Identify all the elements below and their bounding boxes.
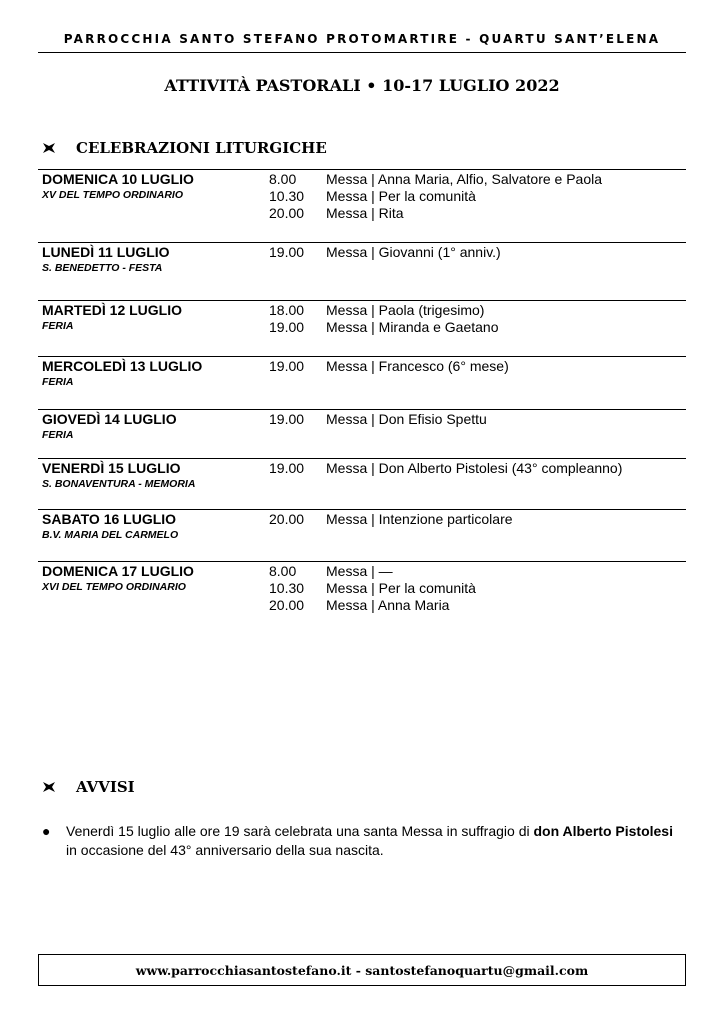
liturgical-day: XV DEL TEMPO ORDINARIO — [42, 189, 183, 201]
mass-entry — [269, 411, 487, 428]
mass-time: 19.00 — [269, 358, 305, 374]
mass-list — [269, 171, 602, 222]
mass-entry — [269, 188, 602, 205]
mass-entry — [269, 460, 622, 477]
mass-time: 19.00 — [269, 411, 305, 427]
row-divider — [38, 356, 686, 357]
mass-intention: Messa | Paola (trigesimo) — [326, 302, 485, 318]
ornament-bullet-icon — [42, 780, 56, 794]
mass-list — [269, 358, 509, 375]
list-bullet-icon: ● — [42, 823, 51, 839]
mass-entry — [269, 580, 476, 597]
mass-intention: Messa | Per la comunità — [326, 580, 476, 596]
row-divider — [38, 458, 686, 459]
mass-intention: Messa | Giovanni (1° anniv.) — [326, 244, 501, 260]
header-divider — [38, 52, 686, 53]
avvisi-item-text — [66, 822, 686, 860]
liturgical-day: B.V. MARIA DEL CARMELO — [42, 529, 179, 541]
celebrations-section-title: CELEBRAZIONI LITURGICHE — [76, 139, 327, 157]
mass-entry — [269, 319, 499, 336]
row-divider — [38, 300, 686, 301]
mass-list — [269, 244, 501, 261]
mass-entry — [269, 205, 602, 222]
mass-list — [269, 511, 513, 528]
day-name: MARTEDÌ 12 LUGLIO — [42, 302, 183, 318]
row-divider — [38, 242, 686, 243]
day-name: LUNEDÌ 11 LUGLIO — [42, 244, 170, 260]
mass-entry — [269, 563, 476, 580]
avvisi-section-header — [42, 776, 135, 798]
mass-time: 20.00 — [269, 205, 305, 221]
avvisi-list-item — [42, 822, 686, 860]
day-row — [42, 460, 682, 491]
liturgical-day: S. BENEDETTO - FESTA — [42, 262, 163, 274]
liturgical-day: XVI DEL TEMPO ORDINARIO — [42, 581, 186, 593]
mass-intention: Messa | Don Alberto Pistolesi (43° compleanno) — [326, 460, 623, 476]
day-name: VENERDÌ 15 LUGLIO — [42, 460, 181, 476]
liturgical-day: FERIA — [42, 376, 74, 388]
mass-time: 8.00 — [269, 563, 297, 579]
avvisi-text-before: Venerdì 15 luglio alle ore 19 sarà celebrata una santa Messa in suffragio di — [66, 823, 534, 839]
avvisi-text-bold: don Alberto Pistolesi — [533, 823, 673, 839]
row-divider — [38, 169, 686, 170]
mass-time: 18.00 — [269, 302, 305, 318]
mass-time: 10.30 — [269, 188, 305, 204]
mass-time: 19.00 — [269, 319, 305, 335]
day-row — [42, 244, 682, 275]
liturgical-day: S. BONAVENTURA - MEMORIA — [42, 478, 196, 490]
day-name: GIOVEDÌ 14 LUGLIO — [42, 411, 177, 427]
footer-contacts-box — [38, 954, 686, 986]
row-divider — [38, 409, 686, 410]
mass-entry — [269, 511, 513, 528]
avvisi-text-after: in occasione del 43° anniversario della sua nascita. — [66, 842, 384, 858]
day-name: MERCOLEDÌ 13 LUGLIO — [42, 358, 203, 374]
celebrations-section-header — [42, 137, 327, 159]
ornament-bullet-icon — [42, 141, 56, 155]
mass-intention: Messa | — — [326, 563, 393, 579]
page-title: ATTIVITÀ PASTORALI • 10-17 LUGLIO 2022 — [164, 76, 560, 95]
mass-entry — [269, 597, 476, 614]
day-name: SABATO 16 LUGLIO — [42, 511, 177, 527]
mass-intention: Messa | Francesco (6° mese) — [326, 358, 509, 374]
mass-time: 19.00 — [269, 244, 305, 260]
day-row — [42, 358, 682, 389]
mass-time: 20.00 — [269, 597, 305, 613]
row-divider — [38, 561, 686, 562]
mass-time: 19.00 — [269, 460, 305, 476]
avvisi-section-title: AVVISI — [76, 778, 135, 796]
mass-list — [269, 411, 487, 428]
parish-header: PARROCCHIA SANTO STEFANO PROTOMARTIRE - QUARTU SANT’ELENA — [63, 32, 661, 46]
footer-contacts: www.parrocchiasantostefano.it - santostefanoquartu@gmail.com — [135, 962, 589, 978]
row-divider — [38, 509, 686, 510]
liturgical-day: FERIA — [42, 429, 74, 441]
liturgical-day: FERIA — [42, 320, 74, 332]
day-name: DOMENICA 17 LUGLIO — [42, 563, 194, 579]
day-row — [42, 411, 682, 442]
mass-time: 8.00 — [269, 171, 297, 187]
mass-time: 10.30 — [269, 580, 305, 596]
mass-intention: Messa | Anna Maria — [326, 597, 450, 613]
day-name: DOMENICA 10 LUGLIO — [42, 171, 194, 187]
mass-intention: Messa | Per la comunità — [326, 188, 476, 204]
day-row — [42, 171, 682, 221]
mass-intention: Messa | Miranda e Gaetano — [326, 319, 499, 335]
day-row — [42, 563, 682, 613]
mass-intention: Messa | Intenzione particolare — [326, 511, 513, 527]
day-row — [42, 302, 682, 333]
mass-list — [269, 302, 499, 336]
mass-list — [269, 563, 476, 614]
mass-entry — [269, 358, 509, 375]
mass-intention: Messa | Don Efisio Spettu — [326, 411, 487, 427]
mass-intention: Messa | Rita — [326, 205, 404, 221]
mass-intention: Messa | Anna Maria, Alfio, Salvatore e Paola — [326, 171, 603, 187]
mass-entry — [269, 244, 501, 261]
mass-time: 20.00 — [269, 511, 305, 527]
day-row — [42, 511, 682, 542]
mass-entry — [269, 302, 499, 319]
mass-entry — [269, 171, 602, 188]
mass-list — [269, 460, 622, 477]
